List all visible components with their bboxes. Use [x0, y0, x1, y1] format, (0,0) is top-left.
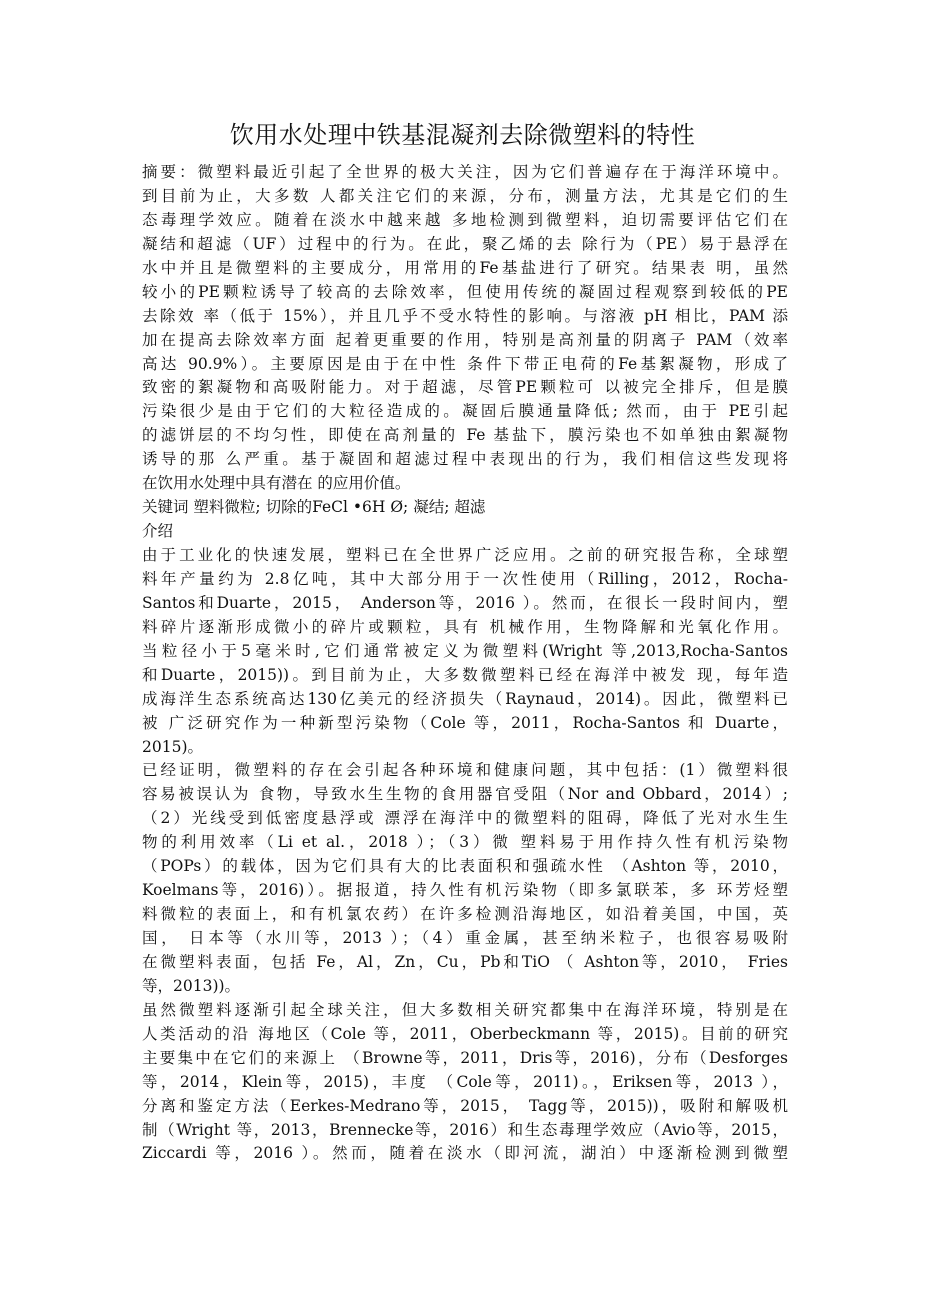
text-line: 在饮用水处理中具有潜在 的应用价值。 — [142, 474, 411, 493]
text-line: 主要集中在它们的来源上 （Browne等，2011，Dris等，2016)，分布（Desforges — [142, 1048, 788, 1067]
text-line: 态毒理学效应。随着在淡水中越来越 多地检测到微塑料，迫切需要评估它们在 — [142, 210, 788, 229]
text-line: 较小的PE颗粒诱导了较高的去除效率，但使用传统的凝固过程观察到较低的PE — [142, 282, 788, 301]
text-line: 国， 日本等（水川等，2013 ）；（4）重金属，甚至纳米粒子，也很容易吸附 — [142, 929, 788, 947]
text-line: 等，2013))。 — [142, 976, 241, 995]
text-line: 容易被误认为 食物，导致水生生物的食用器官受阻（Nor and Obbard，2014）; — [142, 785, 788, 804]
text-line: 分离和鉴定方法（Eerkes-Medrano等，2015， Tagg等，2015))，吸附和解吸机 — [142, 1096, 788, 1115]
text-line: 等，2014，Klein等，2015)，丰度 （Cole等，2011)。，Eriksen等，2013 ）， — [142, 1072, 788, 1091]
text-line: 和Duarte，2015))。到目前为止，大多数微塑料已经在海洋中被发 现，每年造 — [142, 665, 788, 684]
text-line: 虽然微塑料逐渐引起全球关注，但大多数相关研究都集中在海洋环境，特别是在 — [142, 1000, 788, 1019]
text-line: 关键词 塑料微粒; 切除的FeCl •6H Ø; 凝结; 超滤 — [142, 498, 486, 517]
text-line: 污染很少是由于它们的大粒径造成的。凝固后膜通量降低; 然而，由于 PE引起 — [142, 402, 788, 421]
text-line: 料碎片逐渐形成微小的碎片或颗粒，具有 机械作用，生物降解和光氧化作用。 — [142, 617, 788, 636]
text-line: 料微粒的表面上，和有机氯农药）在许多检测沿海地区，如沿着美国，中国，英 — [142, 905, 788, 924]
document-body — [142, 161, 788, 1166]
text-line: 凝结和超滤（UF）过程中的行为。在此，聚乙烯的去 除行为（PE）易于悬浮在 — [142, 234, 788, 253]
text-line: 到目前为止，大多数 人都关注它们的来源，分布，测量方法，尤其是它们的生 — [142, 186, 788, 205]
text-line: 2015)。 — [142, 737, 203, 756]
text-line: 诱导的那 么严重。基于凝固和超滤过程中表现出的行为，我们相信这些发现将 — [142, 450, 788, 469]
text-line: 料年产量约为 2.8亿吨，其中大部分用于一次性使用（Rilling，2012，Rocha- — [142, 569, 788, 588]
text-line: 去除效 率（低于 15%），并且几乎不受水特性的影响。与溶液 pH 相比，PAM 添 — [142, 306, 788, 325]
document-title: 饮用水处理中铁基混凝剂去除微塑料的特性 — [229, 121, 696, 149]
text-line: 当粒径小于5毫米时,它们通常被定义为微塑料(Wright 等,2013,Rocha-Santos — [142, 641, 788, 660]
text-line: 被 广泛研究作为一种新型污染物（Cole 等，2011，Rocha-Santos 和 Duarte， — [142, 713, 788, 732]
text-line: 成海洋生态系统高达130亿美元的经济损失（Raynaud，2014)。因此，微塑料已 — [142, 689, 788, 708]
text-line: 已经证明，微塑料的存在会引起各种环境和健康问题，其中包括：(1）微塑料很 — [142, 761, 788, 780]
text-line: 高达 90.9%）。主要原因是由于在中性 条件下带正电荷的Fe基絮凝物，形成了 — [142, 354, 788, 373]
text-line: Santos和Duarte，2015， Anderson等，2016 ）。然而，在很长一段时间内，塑 — [142, 593, 788, 612]
text-line: 摘要：微塑料最近引起了全世界的极大关注，因为它们普遍存在于海洋环境中。 — [142, 163, 788, 181]
text-line: 致密的絮凝物和高吸附能力。对于超滤，尽管PE颗粒可 以被完全排斥，但是膜 — [142, 378, 788, 397]
text-line: （2）光线受到低密度悬浮或 漂浮在海洋中的微塑料的阻碍，降低了光对水生生 — [142, 809, 788, 828]
text-line: 制（Wright 等，2013，Brennecke等，2016）和生态毒理学效应（Avio等，2015， — [142, 1120, 788, 1139]
text-line: 介绍 — [142, 522, 174, 541]
text-line: 人类活动的沿 海地区（Cole 等，2011，Oberbeckmann 等，2015)。目前的研究 — [142, 1024, 788, 1043]
text-line: 物的利用效率（Li et al.，2018 ）；（3）微 塑料易于用作持久性有机污染物 — [142, 833, 788, 852]
text-line: （POPs）的载体，因为它们具有大的比表面积和强疏水性 （Ashton 等，2010， — [142, 857, 788, 876]
text-line: 由于工业化的快速发展，塑料已在全世界广泛应用。之前的研究报告称，全球塑 — [142, 546, 788, 564]
text-line: Koelmans等，2016)）。据报道，持久性有机污染物（即多氯联苯，多 环芳烃塑 — [142, 881, 788, 900]
text-line: 水中并且是微塑料的主要成分，用常用的Fe基盐进行了研究。结果表 明，虽然 — [142, 258, 788, 277]
text-line: Ziccardi 等，2016 ）。然而，随着在淡水（即河流，湖泊）中逐渐检测到微塑 — [142, 1144, 788, 1163]
text-line: 在微塑料表面，包括 Fe，Al，Zn，Cu，Pb和TiO （ Ashton等，2010， Fries — [142, 952, 788, 971]
text-line: 加在提高去除效率方面 起着更重要的作用，特别是高剂量的阴离子 PAM（效率 — [142, 330, 788, 349]
text-line: 的滤饼层的不均匀性，即使在高剂量的 Fe 基盐下，膜污染也不如单独由絮凝物 — [142, 426, 788, 445]
